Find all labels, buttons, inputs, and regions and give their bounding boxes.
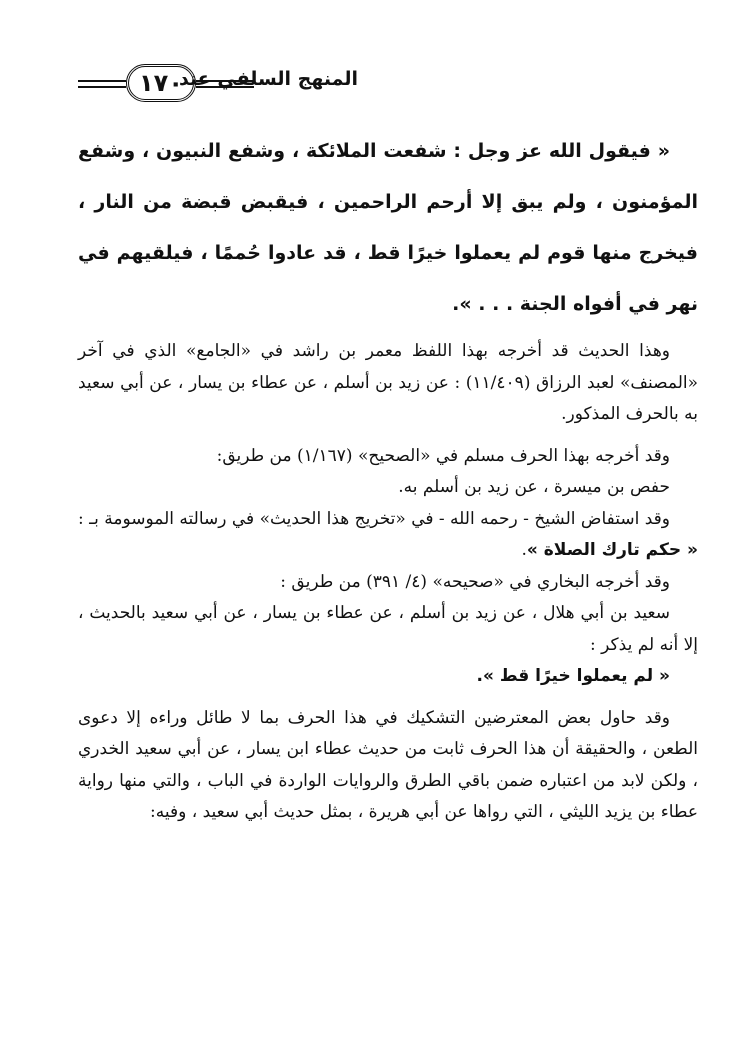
quoted-phrase-text: « لم يعملوا خيرًا قط » bbox=[483, 666, 670, 686]
body-paragraph bbox=[78, 504, 698, 567]
header-rule bbox=[78, 80, 126, 82]
body-paragraph: حفص بن ميسرة ، عن زيد بن أسلم به. bbox=[398, 477, 670, 497]
body-paragraph: وهذا الحديث قد أخرجه بهذا اللفظ معمر بن راشد في «الجامع» الذي في آخر «المصنف» لعبد الرزاق (١١/٤٠٩) : عن زيد بن أسلم ، عن عطاء بن يسار ، عن أبي سعيد به بالحرف المذكور. bbox=[78, 341, 699, 424]
header-rule bbox=[78, 86, 126, 88]
hadith-quote-paragraph: « فيقول الله عز وجل : شفعت الملائكة ، وشفع النبيون ، وشفع المؤمنون ، ولم يبق إلا أرحم الراحمين ، فيقبض قبضة من النار ، فيخرج منها قوم لم يعملوا خيرًا قط ، قد عادوا حُممًا ، فيلقيهم في نهر في أفواه الجنة . . . ». bbox=[78, 140, 698, 315]
body-paragraph: سعيد بن أبي هلال ، عن زيد بن أسلم ، عن عطاء بن يسار ، عن أبي سعيد بالحديث ، إلا أنه لم يذكر : bbox=[78, 603, 698, 655]
paragraph-punct: . bbox=[476, 666, 483, 686]
book-title: « حكم تارك الصلاة » bbox=[526, 540, 698, 560]
body-paragraph: وقد أخرجه بهذا الحرف مسلم في «الصحيح» (١/١٦٧) من طريق: bbox=[216, 445, 670, 466]
body-paragraph: وقد حاول بعض المعترضين التشكيك في هذا الحرف بما لا طائل وراءه إلا دعوى الطعن ، والحقيقة أن هذا الحرف ثابت من حديث عطاء ابن يسار ، عن أبي سعيد الخدري ، ولكن لابد من اعتباره ضمن باقي الطرق والروايات الواردة في الباب ، والتي منها رواية عطاء بن يزيد الليثي ، التي رواها عن أبي هريرة ، بمثل حديث أبي سعيد ، وفيه: bbox=[78, 707, 698, 822]
paragraph-punct: . bbox=[521, 540, 527, 560]
paragraph-text: وقد استفاض الشيخ - رحمه الله - في «تخريج هذا الحديث» في رسالته الموسومة بـ : bbox=[78, 508, 670, 529]
running-title: المنهج السلفي عند bbox=[179, 68, 358, 90]
page-number: ١٧٠ bbox=[126, 64, 196, 102]
quoted-phrase bbox=[78, 661, 698, 693]
body-paragraph: وقد أخرجه البخاري في «صحيحه» (٤/ ٣٩١) من طريق : bbox=[280, 571, 670, 592]
page-body bbox=[78, 126, 698, 829]
page-header bbox=[78, 62, 698, 110]
